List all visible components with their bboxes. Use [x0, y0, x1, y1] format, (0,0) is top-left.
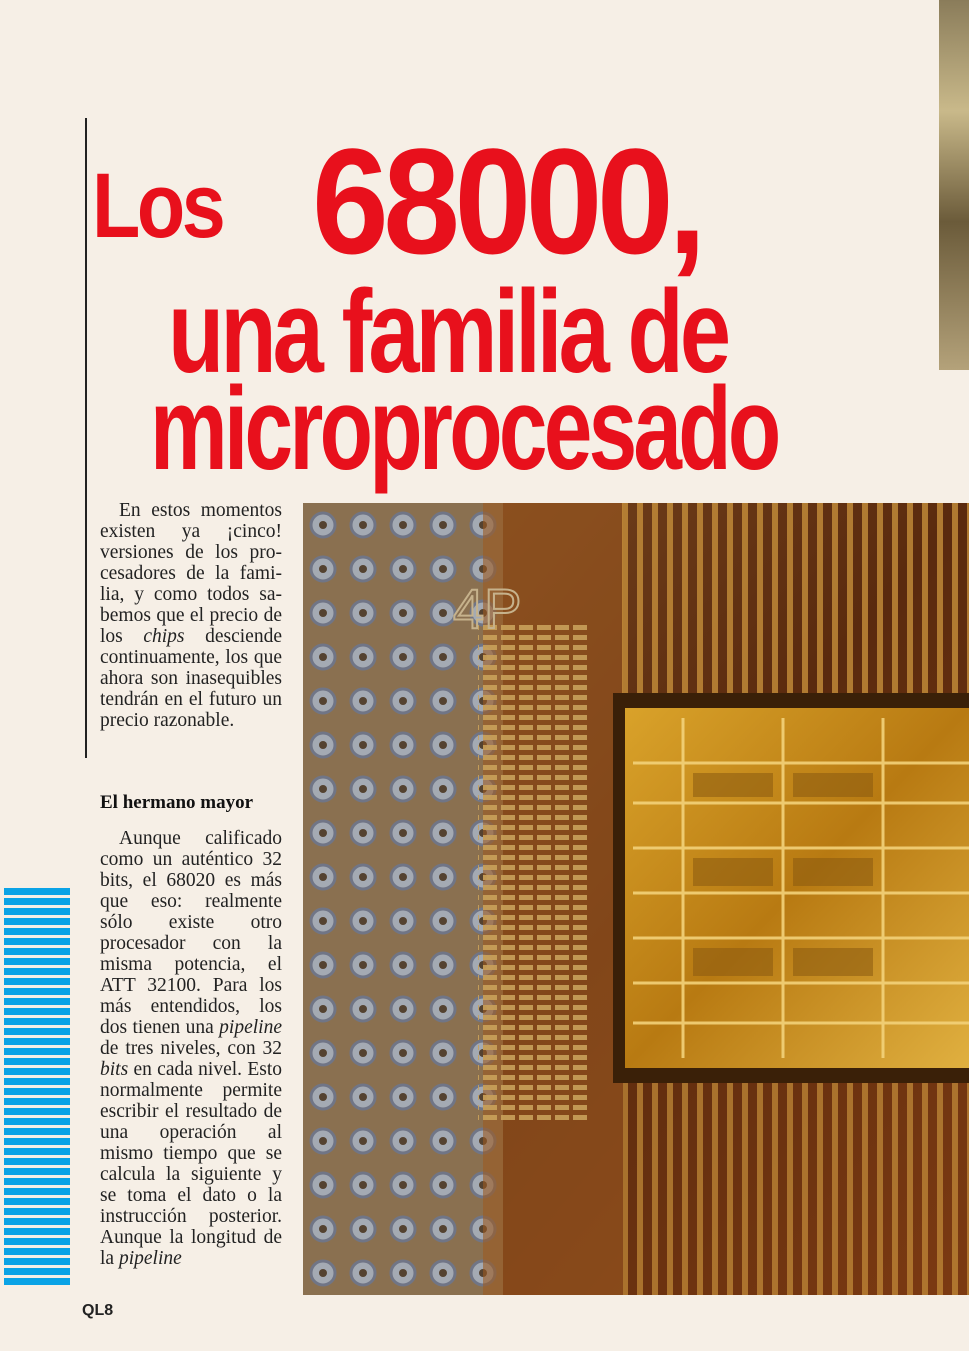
page-folio: QL8 — [82, 1302, 114, 1319]
headline-line-2: una familia de — [168, 266, 728, 398]
headline — [0, 0, 969, 500]
section-heading: El hermano mayor — [100, 792, 254, 813]
chip-photograph — [303, 503, 969, 1295]
headline-line-3: microprocesado — [150, 363, 778, 495]
headline-los: Los — [92, 155, 223, 257]
intro-paragraph: En estos momentos existen ya ¡cinco! versiones de los procesadores de la familia, y como todos sabemos que el precio de los chips desciende continuamente, los que ahora son inasequibles tendrán en el futuro un precio razonable. — [100, 500, 282, 731]
blue-stripe-decoration — [4, 888, 70, 1288]
chip-marking: 4P — [453, 577, 522, 640]
headline-number: 68000, — [312, 117, 701, 285]
body-paragraph: Aunque calificado como un auténtico 32 bits, el 68020 es más que eso: realmente sólo existe otro procesador con la misma potencia, el ATT 32100. Para los más entendidos, los dos tienen una pipeline de tres niveles, con 32 bits en cada nivel. Esto normalmente permite escribir el resultado de una operación al mismo tiempo que se calcula la siguiente y se toma el dato o la instrucción posterior. Aunque la longitud de la pipeline — [100, 828, 282, 1269]
